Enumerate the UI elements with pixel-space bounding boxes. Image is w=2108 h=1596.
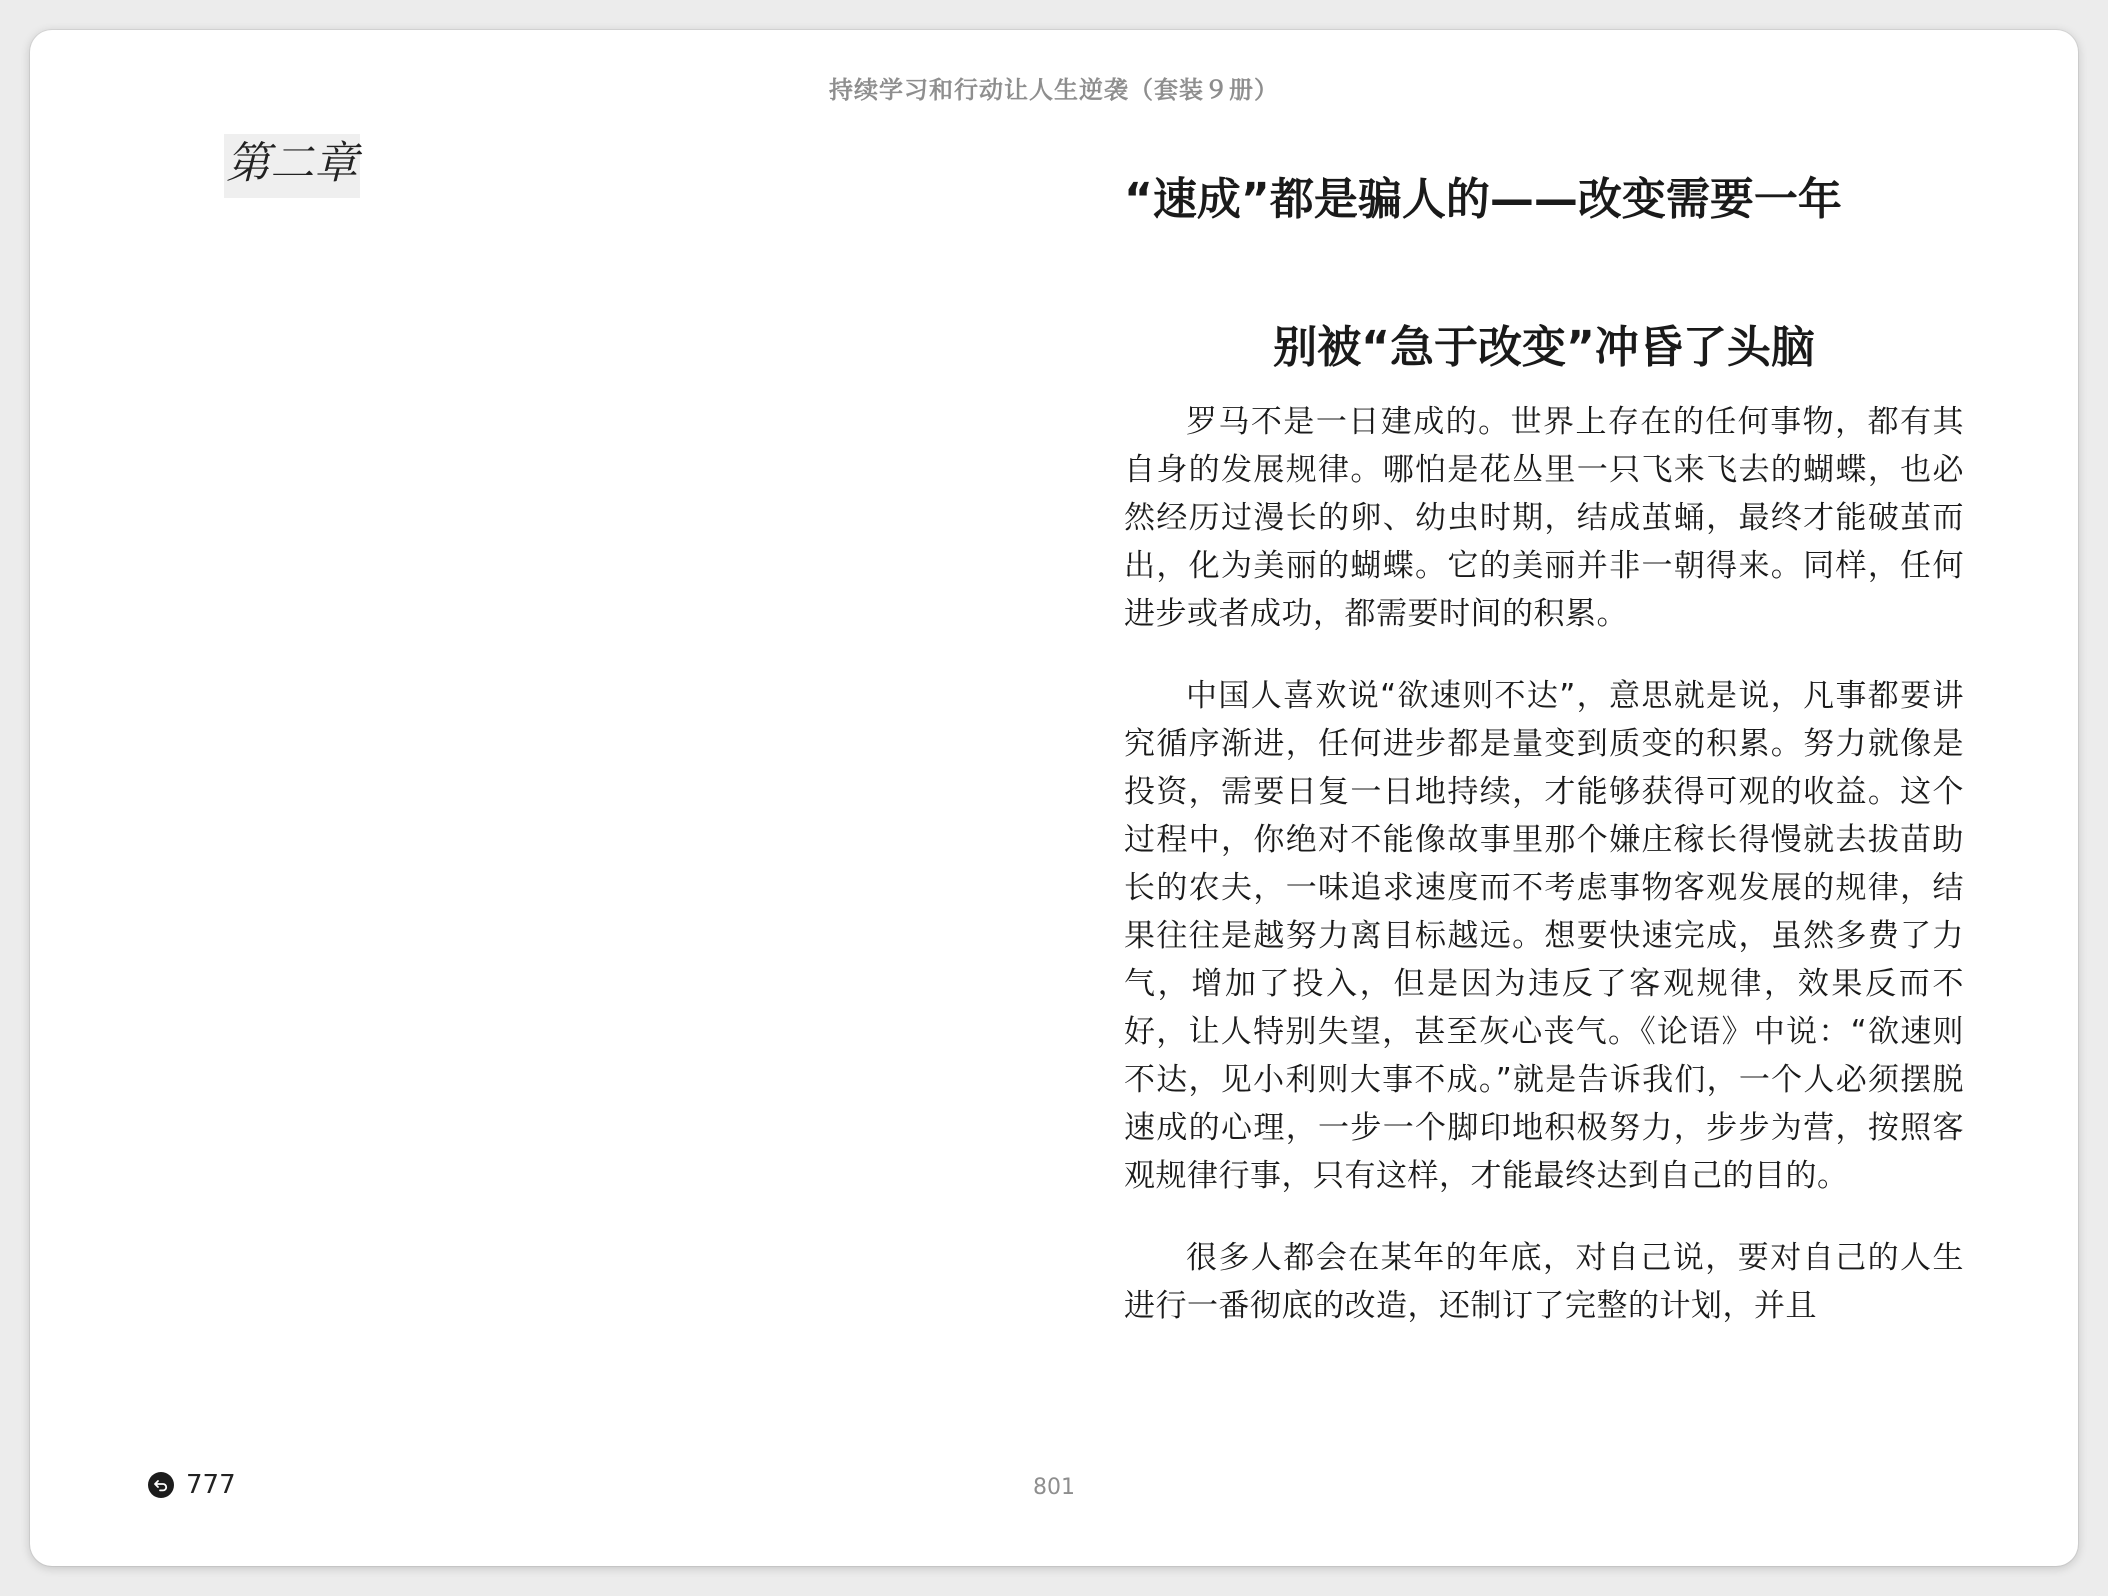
section-title: 别被“急于改变”冲昏了头脑 bbox=[1273, 322, 1815, 373]
body-paragraph: 罗马不是一日建成的。世界上存在的任何事物，都有其自身的发展规律。哪怕是花丛里一只飞来飞去的蝴蝶，也必然经历过漫长的卵、幼虫时期，结成茧蛹，最终才能破茧而出，化为美丽的蝴蝶。它的美丽并非一朝得来。同样，任何进步或者成功，都需要时间的积累。 bbox=[1124, 404, 1964, 632]
body-paragraph: 中国人喜欢说“欲速则不达”，意思就是说，凡事都要讲究循序渐进，任何进步都是量变到质变的积累。努力就像是投资，需要日复一日地持续，才能够获得可观的收益。这个过程中，你绝对不能像故事里那个嫌庄稼长得慢就去拔苗助长的农夫，一味追求速度而不考虑事物客观发展的规律，结果往往是越努力离目标越远。想要快速完成，虽然多费了力气，增加了投入，但是因为违反了客观规律，效果反而不好，让人特别失望，甚至灰心丧气。《论语》中说：“欲速则不达，见小利则大事不成。”就是告诉我们，一个人必须摆脱速成的心理，一步一个脚印地积极努力，步步为营，按照客观规律行事，只有这样，才能最终达到自己的目的。 bbox=[1124, 678, 1964, 1194]
body-paragraph: 很多人都会在某年的年底，对自己说，要对自己的人生进行一番彻底的改造，还制订了完整的计划，并且 bbox=[1124, 1240, 1964, 1324]
book-title: 持续学习和行动让人生逆袭（套装９册） bbox=[829, 76, 1279, 104]
book-reader-window bbox=[30, 30, 2078, 1566]
page-number: 801 bbox=[1033, 1475, 1075, 1500]
right-page bbox=[1124, 170, 1964, 1364]
chapter-label[interactable]: 第二章 bbox=[224, 134, 360, 198]
back-location-number: 777 bbox=[186, 1470, 236, 1500]
chapter-title: “速成”都是骗人的——改变需要一年 bbox=[1124, 174, 1842, 225]
